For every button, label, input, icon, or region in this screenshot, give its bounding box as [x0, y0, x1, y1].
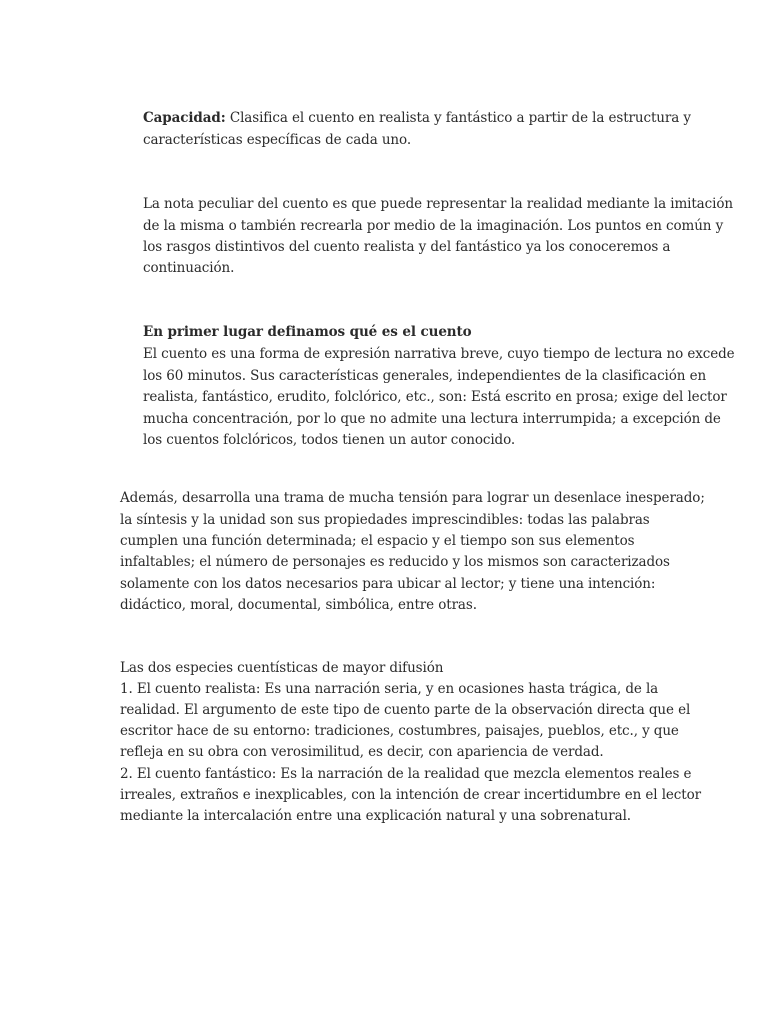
capacidad-line-2: características específicas de cada uno.: [143, 132, 412, 148]
definicion-line: los 60 minutos. Sus características generales, independientes de la clasificación en: [143, 368, 707, 384]
especies-line: realidad. El argumento de este tipo de cuento parte de la observación directa que el: [120, 702, 691, 718]
capacidad-text-1: Clasifica el cuento en realista y fantástico a partir de la estructura y: [229, 110, 691, 126]
definicion-heading: En primer lugar definamos qué es el cuento: [143, 324, 472, 340]
nota-line: continuación.: [143, 260, 235, 276]
especies-line: 2. El cuento fantástico: Es la narración de la realidad que mezcla elementos reales e: [120, 766, 692, 782]
especies-line: irreales, extraños e inexplicables, con la intención de crear incertidumbre en el lector: [120, 787, 701, 803]
ademas-line: didáctico, moral, documental, simbólica, entre otras.: [120, 597, 477, 613]
capacidad-label: Capacidad:: [143, 110, 226, 126]
definicion-line: El cuento es una forma de expresión narrativa breve, cuyo tiempo de lectura no excede: [143, 346, 735, 362]
especies-line: mediante la intercalación entre una explicación natural y una sobrenatural.: [120, 808, 631, 824]
ademas-line: Además, desarrolla una trama de mucha tensión para lograr un desenlace inesperado;: [120, 490, 705, 506]
ademas-line: infaltables; el número de personajes es reducido y los mismos son caracterizados: [120, 554, 670, 570]
nota-line: de la misma o también recrearla por medio de la imaginación. Los puntos en común y: [143, 218, 724, 234]
ademas-line: cumplen una función determinada; el espacio y el tiempo son sus elementos: [120, 533, 635, 549]
especies-line: escritor hace de su entorno: tradiciones, costumbres, paisajes, pueblos, etc., y que: [120, 723, 679, 739]
nota-line: La nota peculiar del cuento es que puede representar la realidad mediante la imitación: [143, 196, 733, 212]
definicion-line: realista, fantástico, erudito, folclórico, etc., son: Está escrito en prosa; exige del lector: [143, 389, 727, 405]
especies-line: refleja en su obra con verosimilitud, es decir, con apariencia de verdad.: [120, 744, 604, 760]
especies-line: Las dos especies cuentísticas de mayor difusión: [120, 660, 444, 676]
ademas-line: solamente con los datos necesarios para ubicar al lector; y tiene una intención:: [120, 576, 656, 592]
definicion-line: mucha concentración, por lo que no admite una lectura interrumpida; a excepción de: [143, 411, 721, 427]
nota-line: los rasgos distintivos del cuento realista y del fantástico ya los conoceremos a: [143, 239, 671, 255]
ademas-line: la síntesis y la unidad son sus propiedades imprescindibles: todas las palabras: [120, 512, 650, 528]
especies-line: 1. El cuento realista: Es una narración seria, y en ocasiones hasta trágica, de la: [120, 681, 659, 697]
definicion-line: los cuentos folclóricos, todos tienen un autor conocido.: [143, 432, 516, 448]
capacidad-line-1: [143, 108, 691, 129]
